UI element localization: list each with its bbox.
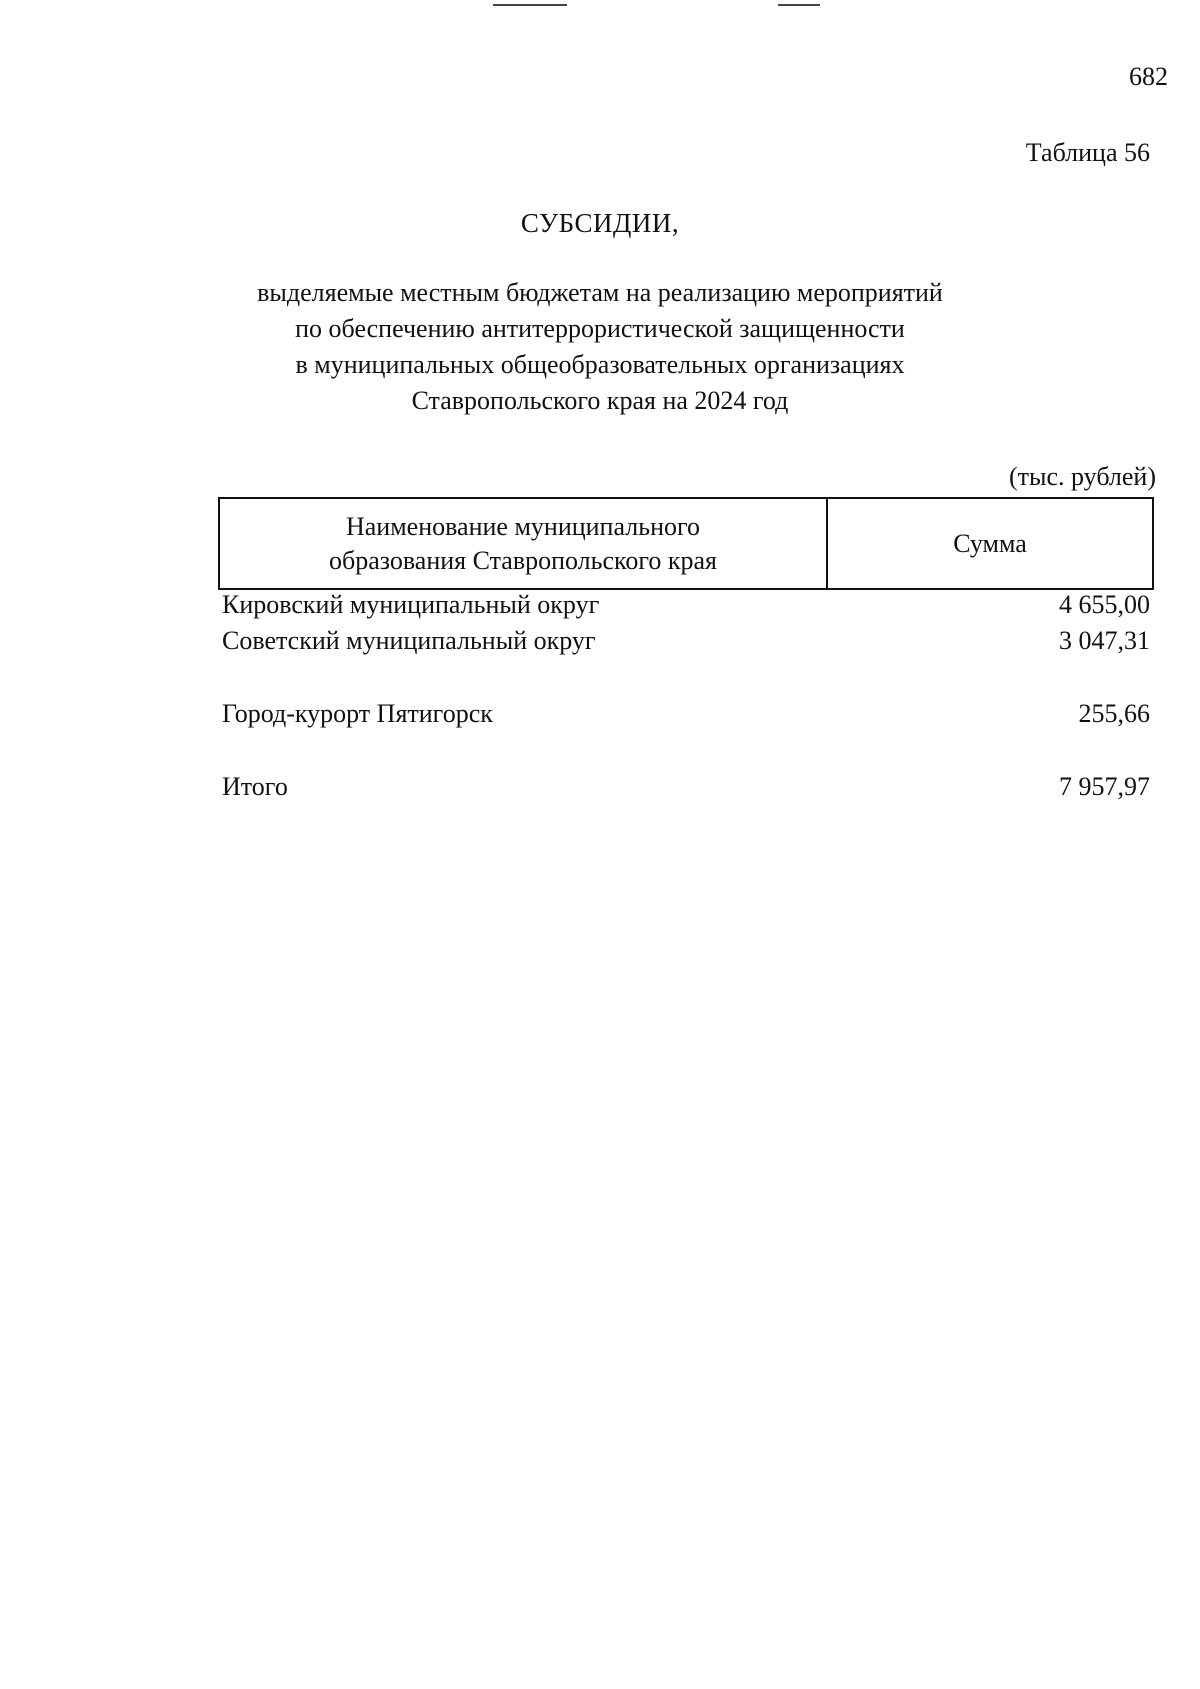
table-row	[222, 626, 1150, 656]
subtitle-line: выделяемые местным бюджетам на реализацию мероприятий	[257, 278, 943, 307]
page-number: 682	[1129, 62, 1168, 91]
header-name-line: образования Ставропольского края	[328, 545, 718, 575]
document-subtitle	[0, 275, 1200, 419]
table-row	[222, 590, 1150, 620]
subtitle-line: в муниципальных общеобразовательных организациях	[295, 350, 905, 379]
header-name-line: Наименование муниципального	[345, 511, 701, 541]
header-municipality-name	[220, 499, 828, 588]
table-row	[222, 699, 1150, 729]
subtitle-line: Ставропольского края на 2024 год	[411, 386, 789, 415]
row-amount: 3 047,31	[1059, 626, 1150, 655]
row-amount: 4 655,00	[1059, 590, 1150, 619]
units-label: (тыс. рублей)	[1008, 462, 1156, 491]
table-label: Таблица 56	[1025, 138, 1150, 167]
table-header	[218, 497, 1154, 590]
row-municipality: Кировский муниципальный округ	[222, 590, 600, 619]
total-amount: 7 957,97	[1059, 772, 1150, 801]
total-label: Итого	[222, 772, 288, 801]
row-municipality: Советский муниципальный округ	[222, 626, 596, 655]
total-row	[222, 772, 1150, 802]
subtitle-line: по обеспечению антитеррористической защищенности	[295, 314, 905, 343]
row-amount: 255,66	[1078, 699, 1150, 728]
top-scan-mark	[493, 4, 567, 6]
top-scan-mark	[778, 4, 820, 6]
row-municipality: Город-курорт Пятигорск	[222, 699, 493, 728]
document-title: СУБСИДИИ,	[520, 208, 680, 238]
header-amount: Сумма	[953, 528, 1027, 558]
